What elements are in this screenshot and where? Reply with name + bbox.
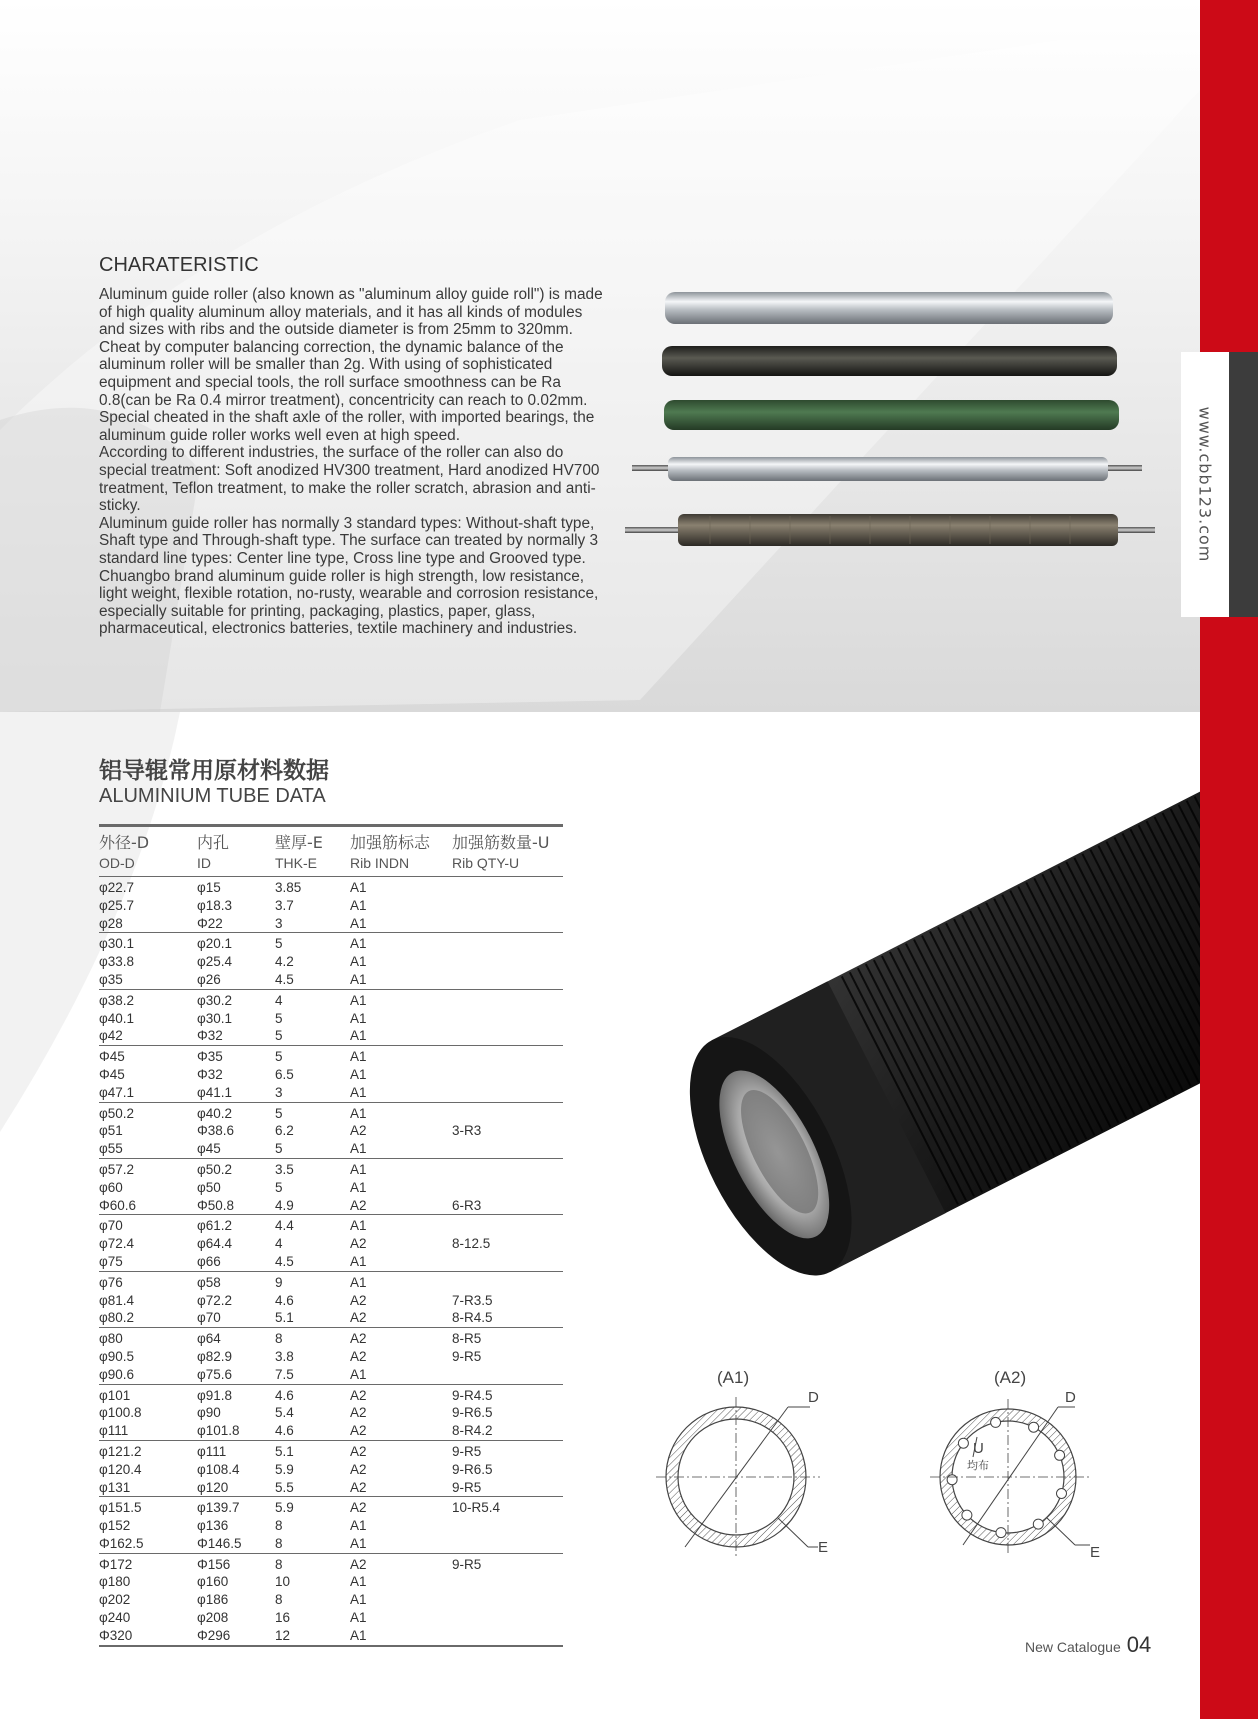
- table-cell: 5.9: [275, 1500, 294, 1516]
- table-cell: Φ172: [99, 1556, 133, 1572]
- table-cell: φ82.9: [197, 1348, 233, 1364]
- table-row-group: [99, 1046, 563, 1102]
- table-cell: 5: [275, 1179, 283, 1195]
- table-cell: A1: [350, 971, 367, 987]
- a2-e-label: E: [1090, 1544, 1101, 1561]
- catalogue-label: New Catalogue: [1025, 1639, 1121, 1655]
- table-cell: 9-R5: [452, 1348, 482, 1364]
- table-cell: A1: [350, 1028, 367, 1044]
- table-row: [99, 1027, 563, 1045]
- table-row: [99, 1348, 563, 1366]
- table-cell: φ15: [197, 880, 221, 895]
- table-cell: A1: [350, 1161, 367, 1177]
- table-cell: φ28: [99, 915, 123, 931]
- table-cell: A2: [350, 1405, 367, 1421]
- table-cell: A2: [350, 1443, 367, 1459]
- table-cell: A1: [350, 1049, 367, 1065]
- url-tab-dark: [1229, 352, 1258, 617]
- table-cell: φ108.4: [197, 1461, 240, 1477]
- table-cell: 10-R5.4: [452, 1500, 501, 1516]
- table-row: [99, 1309, 563, 1327]
- diagram-a1-title: (A1): [717, 1368, 750, 1387]
- a2-u-label: U: [973, 1440, 984, 1457]
- table-cell: A1: [350, 915, 367, 931]
- table-row: [99, 1292, 563, 1310]
- table-cell: 5.4: [275, 1405, 294, 1421]
- table-cell: A2: [350, 1423, 367, 1439]
- table-cell: A1: [350, 954, 367, 970]
- table-cell: A2: [350, 1387, 367, 1403]
- table-cell: A2: [350, 1348, 367, 1364]
- table-cell: φ50.2: [99, 1105, 135, 1121]
- table-row: [99, 1122, 563, 1140]
- table-cell: 4.6: [275, 1292, 294, 1308]
- table-cell: φ120.4: [99, 1461, 142, 1477]
- table-cell: 12: [275, 1627, 291, 1643]
- table-cell: φ100.8: [99, 1405, 142, 1421]
- table-cell: 4.9: [275, 1197, 294, 1213]
- table-cell: Φ156: [197, 1556, 231, 1572]
- table-row: [99, 1179, 563, 1197]
- table-cell: φ151.5: [99, 1500, 142, 1516]
- table-row: [99, 897, 563, 915]
- table-cell: φ18.3: [197, 897, 233, 913]
- table-cell: Φ296: [197, 1627, 231, 1643]
- table-cell: φ160: [197, 1574, 229, 1590]
- table-cell: 5: [275, 1105, 283, 1121]
- table-cell: 3.5: [275, 1161, 294, 1177]
- table-cell: φ70: [197, 1310, 221, 1326]
- table-cell: 9-R5: [452, 1443, 482, 1459]
- table-row: [99, 1235, 563, 1253]
- table-cell: A1: [350, 1274, 367, 1290]
- table-row: [99, 1084, 563, 1102]
- table-cell: 5.1: [275, 1443, 294, 1459]
- table-cell: 8: [275, 1556, 283, 1572]
- table-cell: φ136: [197, 1518, 229, 1534]
- table-cell: φ80.2: [99, 1310, 135, 1326]
- paragraph: Chuangbo brand aluminum guide roller is high strength, low resistance, light weight, flexible rotation, no-rusty, wearable and corrosion resistance, especially suitable for printing, packaging, plastics, paper, glass, pharmaceutical, electronics batteries, textile machinery and industries.: [99, 567, 599, 638]
- table-cell: φ81.4: [99, 1292, 135, 1308]
- table-cell: φ42: [99, 1028, 123, 1044]
- table-cell: φ131: [99, 1479, 131, 1495]
- table-cell: φ64.4: [197, 1236, 233, 1252]
- table-cell: 8: [275, 1592, 283, 1608]
- table-cell: 7-R3.5: [452, 1292, 493, 1308]
- table-cell: φ30.1: [197, 1010, 233, 1026]
- table-cell: φ90.6: [99, 1366, 135, 1382]
- table-cell: A2: [350, 1310, 367, 1326]
- table-cell: 8: [275, 1535, 283, 1551]
- table-row: [99, 1105, 563, 1123]
- table-cell: 9: [275, 1274, 283, 1290]
- table-row: [99, 1479, 563, 1497]
- characteristic-text: [99, 286, 605, 638]
- table-cell: Φ60.6: [99, 1197, 137, 1213]
- table-cell: Φ162.5: [99, 1535, 144, 1551]
- table-cell: φ30.2: [197, 992, 233, 1008]
- roller-green: [664, 400, 1119, 430]
- table-cell: φ202: [99, 1592, 131, 1608]
- table-cell: 3.85: [275, 880, 302, 895]
- table-cell: A1: [350, 992, 367, 1008]
- roller-bronze: [678, 514, 1118, 546]
- table-cell: φ55: [99, 1141, 123, 1157]
- table-row: [99, 971, 563, 989]
- table-cell: A1: [350, 1627, 367, 1643]
- table-row: [99, 1461, 563, 1479]
- table-cell: 9-R6.5: [452, 1405, 493, 1421]
- table-cell: A1: [350, 1084, 367, 1100]
- table-cell: 5.9: [275, 1461, 294, 1477]
- paragraph: Aluminum guide roller has normally 3 standard types: Without-shaft type, Shaft type and Through-shaft type. The surface can treated by normally 3 standard line types: Center line type, Cross line type and Grooved type.: [99, 514, 599, 567]
- table-row-group: [99, 1272, 563, 1328]
- grooved-roller-image: [680, 770, 1200, 1330]
- table-cell: φ35: [99, 971, 123, 987]
- table-cell: A2: [350, 1197, 367, 1213]
- table-cell: 3: [275, 915, 283, 931]
- table-cell: 5: [275, 936, 283, 952]
- table-cell: φ208: [197, 1610, 229, 1626]
- table-cell: 3.8: [275, 1348, 294, 1364]
- table-cell: φ50: [197, 1179, 221, 1195]
- table-cell: 6.2: [275, 1123, 294, 1139]
- table-cell: A1: [350, 1366, 367, 1382]
- table-cell: Φ32: [197, 1066, 223, 1082]
- table-cell: φ33.8: [99, 954, 135, 970]
- table-cell: φ47.1: [99, 1084, 135, 1100]
- table-row-group: [99, 1103, 563, 1159]
- table-cell: φ80: [99, 1331, 123, 1347]
- table-row-group: [99, 933, 563, 989]
- table-cell: φ41.1: [197, 1084, 233, 1100]
- table-cell: A1: [350, 1535, 367, 1551]
- table-cell: 5: [275, 1028, 283, 1044]
- table-cell: φ57.2: [99, 1161, 135, 1177]
- table-cell: φ40.2: [197, 1105, 233, 1121]
- table-cell: 3: [275, 1084, 283, 1100]
- diagram-a1: [650, 1385, 850, 1570]
- table-cell: A2: [350, 1123, 367, 1139]
- table-cell: φ180: [99, 1574, 131, 1590]
- table-row: [99, 1443, 563, 1461]
- table-row: [99, 953, 563, 971]
- a2-d-label: D: [1065, 1389, 1076, 1406]
- table-cell: φ75: [99, 1253, 123, 1269]
- table-row-group: [99, 1328, 563, 1384]
- table-row: [99, 1066, 563, 1084]
- a1-e-label: E: [818, 1539, 829, 1556]
- table-cell: A2: [350, 1556, 367, 1572]
- table-cell: Φ38.6: [197, 1123, 235, 1139]
- table-row: [99, 1573, 563, 1591]
- table-cell: Φ45: [99, 1066, 125, 1082]
- table-row: [99, 1253, 563, 1271]
- table-cell: φ70: [99, 1218, 123, 1234]
- table-row: [99, 1048, 563, 1066]
- roller-shaft-silver: [668, 457, 1108, 481]
- aluminium-tube-table: [99, 824, 563, 1647]
- table-cell: φ50.2: [197, 1161, 233, 1177]
- table-cell: φ38.2: [99, 992, 135, 1008]
- table-row: [99, 1535, 563, 1553]
- table-row-group: [99, 1159, 563, 1215]
- table-cell: 4: [275, 1236, 283, 1252]
- website-url: www.cbb123.com: [1195, 406, 1215, 563]
- page-footer: [1025, 1632, 1151, 1658]
- roller-product-images: [620, 280, 1160, 550]
- table-cell: φ66: [197, 1253, 221, 1269]
- table-cell: φ75.6: [197, 1366, 233, 1382]
- table-row: [99, 1197, 563, 1215]
- table-cell: 9-R6.5: [452, 1461, 493, 1477]
- table-row: [99, 1627, 563, 1645]
- table-row-group: [99, 990, 563, 1046]
- table-cell: 4.4: [275, 1218, 294, 1234]
- table-cell: φ26: [197, 971, 221, 987]
- table-cell: A1: [350, 1010, 367, 1026]
- table-cell: φ111: [197, 1443, 227, 1459]
- diagram-a2-title: (A2): [994, 1368, 1027, 1387]
- table-row: [99, 1556, 563, 1574]
- table-cell: 9-R5: [452, 1556, 482, 1572]
- header-thk: 壁厚-E THK-E: [275, 833, 323, 871]
- table-cell: φ64: [197, 1331, 221, 1347]
- table-cell: A2: [350, 1331, 367, 1347]
- table-cell: 5: [275, 1141, 283, 1157]
- table-cell: 5: [275, 1049, 283, 1065]
- side-red-bar: [1200, 0, 1258, 1719]
- header-id: 内孔 ID: [197, 833, 230, 871]
- table-cell: 5.5: [275, 1479, 294, 1495]
- table-cell: A1: [350, 1218, 367, 1234]
- table-body: [99, 877, 563, 1647]
- table-row: [99, 1499, 563, 1517]
- table-cell: φ61.2: [197, 1218, 233, 1234]
- table-cell: A1: [350, 1066, 367, 1082]
- table-row-group: [99, 1215, 563, 1271]
- table-cell: A1: [350, 1105, 367, 1121]
- table-cell: A1: [350, 1574, 367, 1590]
- table-cell: 4.6: [275, 1387, 294, 1403]
- section-title: CHARATERISTIC: [99, 254, 259, 276]
- table-cell: A1: [350, 936, 367, 952]
- table-cell: φ30.1: [99, 936, 135, 952]
- table-cell: φ25.7: [99, 897, 135, 913]
- table-cell: φ101: [99, 1387, 131, 1403]
- table-cell: φ90.5: [99, 1348, 135, 1364]
- table-cell: 8: [275, 1518, 283, 1534]
- table-cell: φ40.1: [99, 1010, 135, 1026]
- table-cell: 10: [275, 1574, 291, 1590]
- table-cell: φ60: [99, 1179, 123, 1195]
- table-cell: φ72.2: [197, 1292, 233, 1308]
- table-row: [99, 1140, 563, 1158]
- table-cell: A2: [350, 1292, 367, 1308]
- table-cell: φ240: [99, 1610, 131, 1626]
- paragraph: Aluminum guide roller (also known as "aluminum alloy guide roll") is made of high quality aluminum alloy materials, and it has all kinds of modules and sizes with ribs and the outside diameter is from 25mm to 320mm. Cheat by computer balancing correction, the dynamic balance of the aluminum roller will be smaller than 2g. With using of sophisticated equipment and special tools, the roll surface smoothness can be Ra 0.8(can be Ra 0.4 mirror treatment), concentricity can reach to 0.02mm. Special cheated in the shaft axle of the roller, with imported bearings, the aluminum guide roller works well even at high speed.: [99, 286, 603, 444]
- table-cell: 9-R4.5: [452, 1387, 493, 1403]
- table-row: [99, 1330, 563, 1348]
- table-cell: A1: [350, 1610, 367, 1626]
- table-cell: A1: [350, 1518, 367, 1534]
- table-cell: Φ320: [99, 1627, 133, 1643]
- a1-d-label: D: [808, 1389, 819, 1406]
- table-cell: Φ45: [99, 1049, 125, 1065]
- table-cell: A1: [350, 880, 367, 895]
- table-cell: 7.5: [275, 1366, 294, 1382]
- table-cell: 5: [275, 1010, 283, 1026]
- table-cell: φ186: [197, 1592, 229, 1608]
- table-cell: A2: [350, 1461, 367, 1477]
- table-cell: φ120: [197, 1479, 229, 1495]
- table-row: [99, 1404, 563, 1422]
- table-cell: 8-R4.5: [452, 1310, 493, 1326]
- header-rib-indn: 加强筋标志 Rib INDN: [350, 833, 431, 871]
- table-row-group: [99, 1554, 563, 1647]
- a2-u-note: 均布: [967, 1459, 989, 1472]
- table-cell: 8: [275, 1331, 283, 1347]
- table-row: [99, 1422, 563, 1440]
- table-cell: φ121.2: [99, 1443, 142, 1459]
- table-cell: 4.5: [275, 1253, 294, 1269]
- table-cell: φ45: [197, 1141, 221, 1157]
- table-cell: A2: [350, 1236, 367, 1252]
- table-cell: 8-R5: [452, 1331, 482, 1347]
- table-title-en: ALUMINIUM TUBE DATA: [99, 785, 326, 807]
- table-cell: A1: [350, 1253, 367, 1269]
- table-cell: φ101.8: [197, 1423, 240, 1439]
- table-cell: A2: [350, 1500, 367, 1516]
- table-cell: φ72.4: [99, 1236, 135, 1252]
- table-cell: 8-12.5: [452, 1236, 491, 1252]
- table-cell: 6-R3: [452, 1197, 482, 1213]
- table-cell: Φ50.8: [197, 1197, 235, 1213]
- table-cell: φ20.1: [197, 936, 233, 952]
- table-row: [99, 1161, 563, 1179]
- table-row: [99, 1274, 563, 1292]
- roller-black: [662, 346, 1117, 376]
- table-cell: 6.5: [275, 1066, 294, 1082]
- table-row: [99, 1609, 563, 1627]
- table-row: [99, 879, 563, 897]
- table-cell: 8-R4.2: [452, 1423, 493, 1439]
- table-cell: Φ32: [197, 1028, 223, 1044]
- table-cell: 4.6: [275, 1423, 294, 1439]
- table-cell: 3-R3: [452, 1123, 482, 1139]
- table-row: [99, 992, 563, 1010]
- header-od: 外径-D OD-D: [99, 833, 150, 871]
- table-row-group: [99, 1497, 563, 1553]
- table-cell: φ58: [197, 1274, 221, 1290]
- diagram-a2: [925, 1385, 1125, 1570]
- table-row: [99, 1010, 563, 1028]
- table-row: [99, 1517, 563, 1535]
- table-cell: A1: [350, 1179, 367, 1195]
- table-title-cn: 铝导辊常用原材料数据: [99, 758, 329, 784]
- table-row: [99, 1366, 563, 1384]
- table-cell: 4.2: [275, 954, 294, 970]
- roller-silver: [665, 292, 1113, 324]
- table-header: [99, 824, 563, 877]
- table-cell: φ51: [99, 1123, 123, 1139]
- header-rib-qty: 加强筋数量-U Rib QTY-U: [452, 833, 550, 871]
- table-cell: Φ22: [197, 915, 223, 931]
- table-row-group: [99, 1441, 563, 1497]
- table-cell: A1: [350, 1141, 367, 1157]
- table-row-group: [99, 1385, 563, 1441]
- paragraph: According to different industries, the surface of the roller can also do special treatment: Soft anodized HV300 treatment, Hard anodized HV700 treatment, Teflon treatment, to make the roller scratch, abrasion and anti-sticky.: [99, 444, 600, 515]
- table-cell: A1: [350, 897, 367, 913]
- table-cell: φ91.8: [197, 1387, 233, 1403]
- table-cell: φ22.7: [99, 880, 135, 895]
- table-cell: 9-R5: [452, 1479, 482, 1495]
- table-cell: Φ35: [197, 1049, 223, 1065]
- table-row-group: [99, 877, 563, 933]
- table-row: [99, 1591, 563, 1609]
- table-cell: A1: [350, 1592, 367, 1608]
- table-cell: 16: [275, 1610, 291, 1626]
- table-cell: 4.5: [275, 971, 294, 987]
- table-cell: φ90: [197, 1405, 221, 1421]
- table-cell: φ111: [99, 1423, 129, 1439]
- table-cell: 5.1: [275, 1310, 294, 1326]
- table-cell: φ139.7: [197, 1500, 240, 1516]
- table-row: [99, 1217, 563, 1235]
- table-cell: φ152: [99, 1518, 131, 1534]
- table-row: [99, 935, 563, 953]
- page-number: 04: [1126, 1632, 1152, 1657]
- table-cell: 4: [275, 992, 283, 1008]
- table-row: [99, 1387, 563, 1405]
- table-cell: φ25.4: [197, 954, 233, 970]
- table-cell: A2: [350, 1479, 367, 1495]
- table-row: [99, 915, 563, 933]
- table-cell: φ76: [99, 1274, 123, 1290]
- table-cell: 3.7: [275, 897, 294, 913]
- table-cell: Φ146.5: [197, 1535, 242, 1551]
